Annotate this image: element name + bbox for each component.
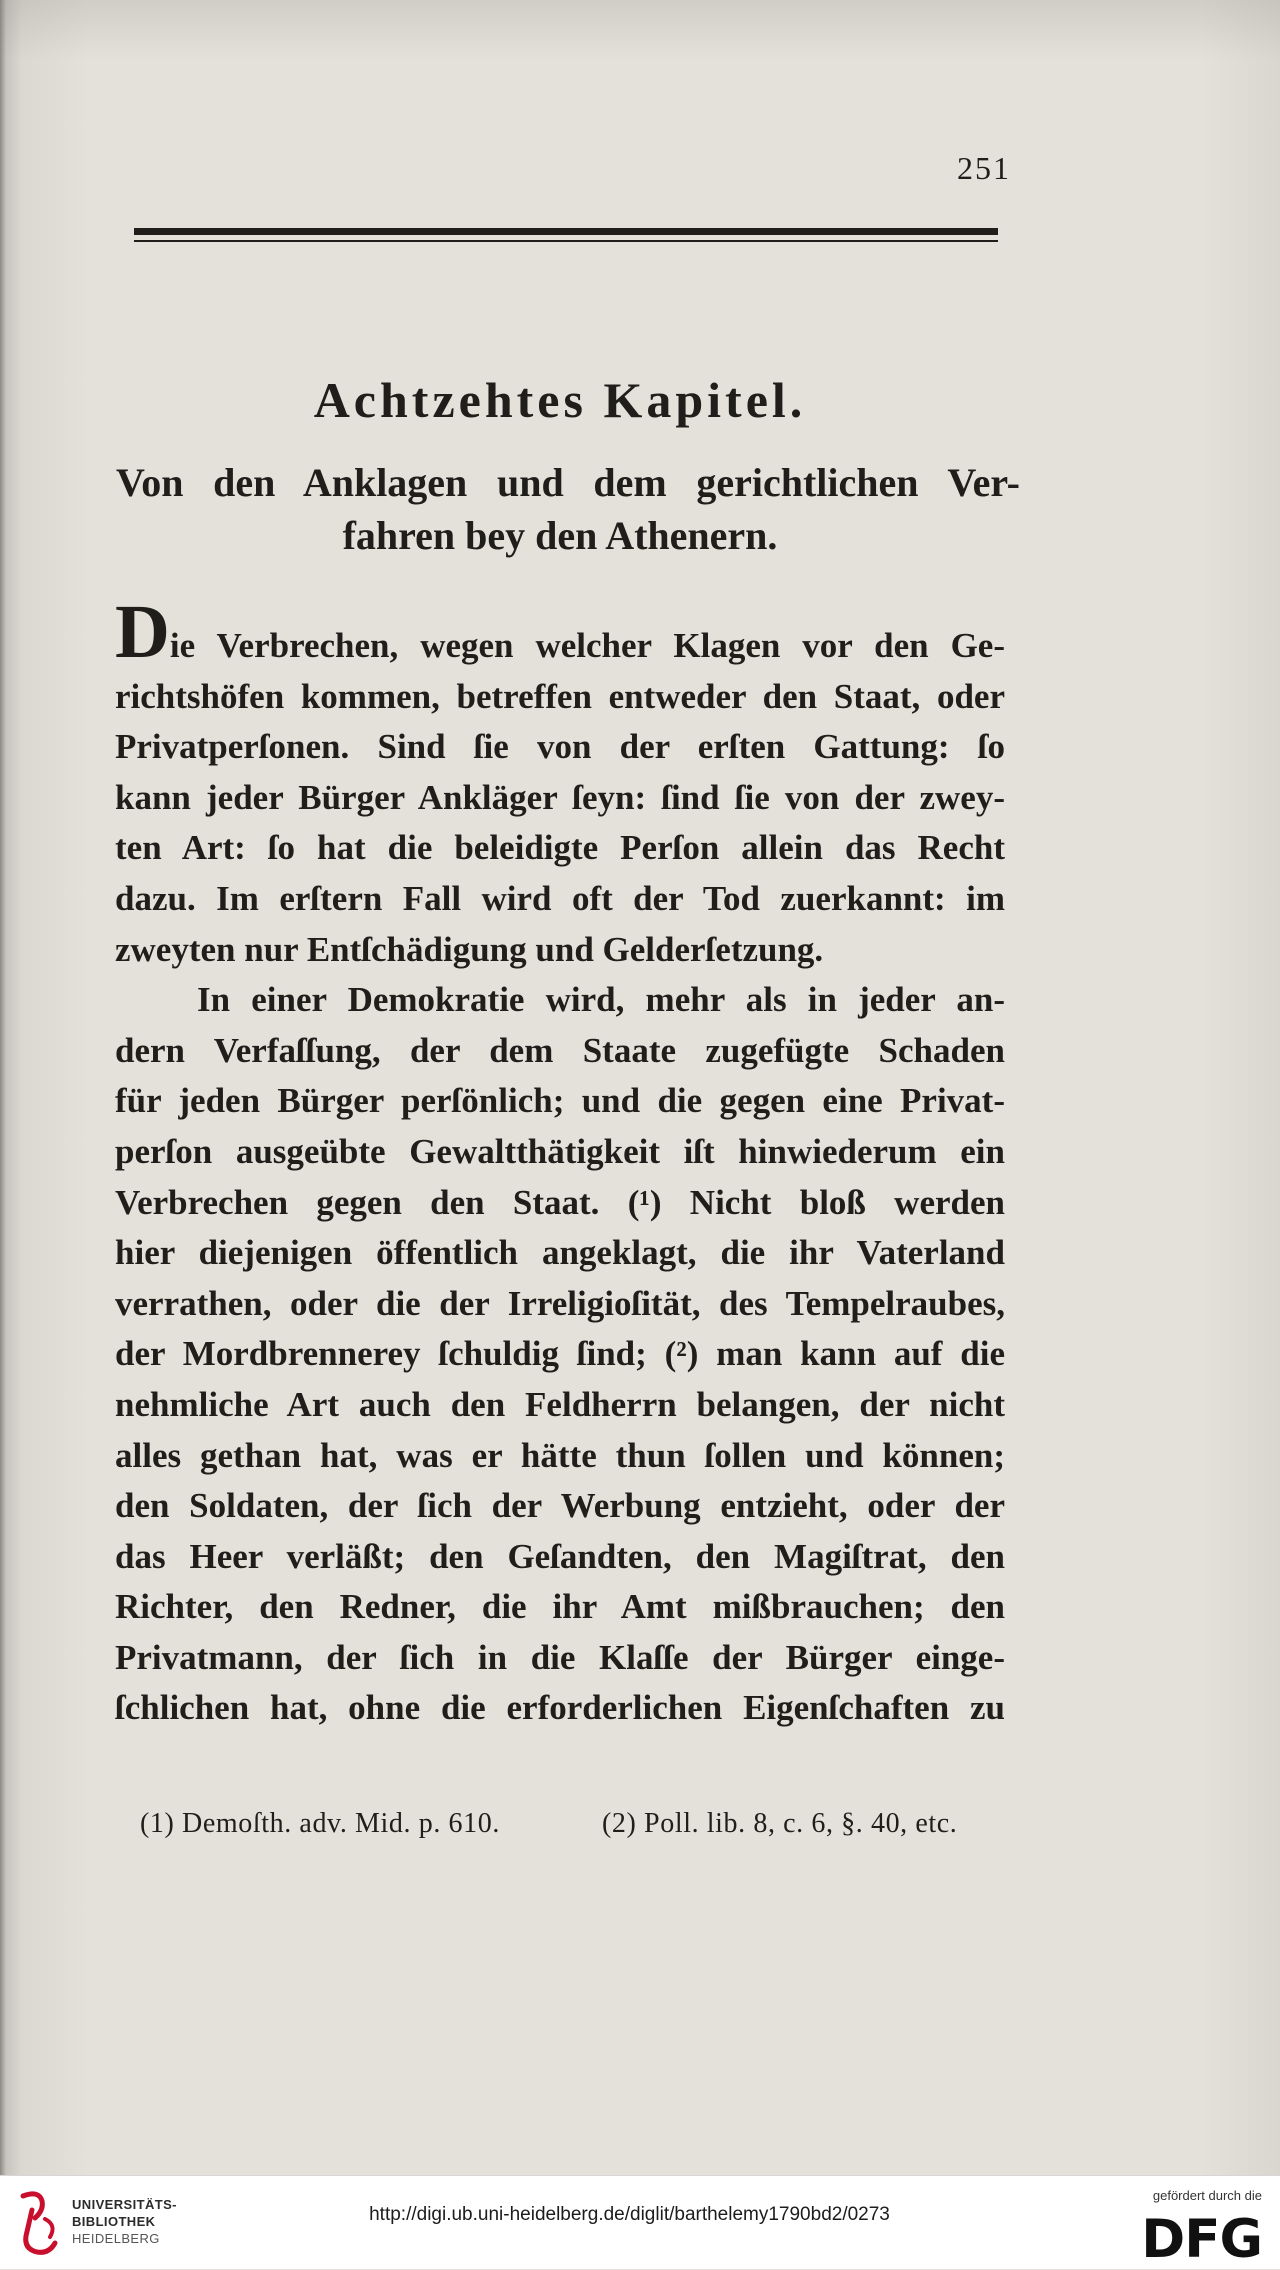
header-rule-thick xyxy=(134,228,998,235)
body-paragraph-1 xyxy=(115,590,1005,975)
ub-heidelberg-logo-icon xyxy=(14,2188,61,2258)
footnote-2: (2) Poll. lib. 8, c. 6, §. 40, etc. xyxy=(602,1808,958,1839)
text-line: dern Verfaſſung, der dem Staate zugefügte Schaden xyxy=(115,1030,1005,1070)
chapter-title: Achtzehtes Kapitel. xyxy=(313,372,807,428)
body-text xyxy=(115,590,1005,1734)
chapter-subtitle-line-1: Von den Anklagen und dem gerichtlichen Ver- xyxy=(116,460,1020,505)
header-rule-thin xyxy=(134,240,998,242)
text-line: hier diejenigen öffentlich angeklagt, die ihr Vaterland xyxy=(115,1233,1005,1273)
text-line: zweyten nur Entſchädigung und Gelderſetzung. xyxy=(115,929,824,969)
text-line: richtshöfen kommen, betreffen entweder den Staat, oder xyxy=(115,676,1005,716)
text-line: perſon ausgeübte Gewaltthätigkeit iſt hinwiederum ein xyxy=(115,1131,1005,1171)
footnote-1: (1) Demoſth. adv. Mid. p. 610. xyxy=(140,1808,500,1839)
library-name-line: UNIVERSITÄTS- xyxy=(72,2197,177,2212)
drop-initial: D xyxy=(115,590,170,674)
text-line xyxy=(115,590,1005,674)
text-line: verrathen, oder die der Irreligioſität, des Tempelraubes, xyxy=(115,1283,1005,1323)
text-line: Verbrechen gegen den Staat. (¹) Nicht bloß werden xyxy=(115,1182,1005,1222)
text-line: Richter, den Redner, die ihr Amt mißbrauchen; den xyxy=(115,1587,1005,1627)
text-line-rest: ie Verbrechen, wegen welcher Klagen vor den Ge- xyxy=(169,626,1005,665)
text-line: In einer Demokratie wird, mehr als in jeder an- xyxy=(197,980,1005,1020)
text-line: Privatperſonen. Sind ſie von der erſten Gattung: ſo xyxy=(115,727,1005,767)
text-line: der Mordbrennerey ſchuldig ſind; (²) man kann auf die xyxy=(115,1334,1005,1374)
page-number: 251 xyxy=(957,150,1011,186)
library-name-line: HEIDELBERG xyxy=(72,2231,160,2246)
chapter-subtitle-line-2: fahren bey den Athenern. xyxy=(342,513,778,558)
text-line: nehmliche Art auch den Feldherrn belangen, der nicht xyxy=(115,1384,1005,1424)
text-line: das Heer verläßt; den Geſandten, den Magiſtrat, den xyxy=(115,1536,1005,1576)
text-line: kann jeder Bürger Ankläger ſeyn: ſind ſie von der zwey- xyxy=(115,777,1005,817)
body-paragraph-2 xyxy=(115,975,1005,1734)
page-url-link[interactable]: http://digi.ub.uni-heidelberg.de/diglit/barthelemy1790bd2/0273 xyxy=(369,2204,890,2225)
text-line: für jeden Bürger perſönlich; und die gegen eine Privat- xyxy=(115,1081,1005,1121)
text-line: ten Art: ſo hat die beleidigte Perſon allein das Recht xyxy=(115,828,1005,868)
library-name xyxy=(72,2196,177,2247)
text-line: Privatmann, der ſich in die Klaſſe der Bürger einge- xyxy=(115,1637,1005,1677)
text-line: alles gethan hat, was er hätte thun ſollen und können; xyxy=(115,1435,1005,1475)
dfg-logo: DFG xyxy=(1141,2209,1262,2270)
footer-bar xyxy=(0,2175,1280,2269)
funding-note: gefördert durch die xyxy=(1152,2188,1262,2203)
text-line: ſchlichen hat, ohne die erforderlichen Eigenſchaften zu xyxy=(115,1688,1005,1728)
text-line: den Soldaten, der ſich der Werbung entzieht, oder der xyxy=(115,1486,1005,1526)
text-line: dazu. Im erſtern Fall wird oft der Tod zuerkannt: im xyxy=(115,878,1005,918)
library-name-line: BIBLIOTHEK xyxy=(72,2214,156,2229)
